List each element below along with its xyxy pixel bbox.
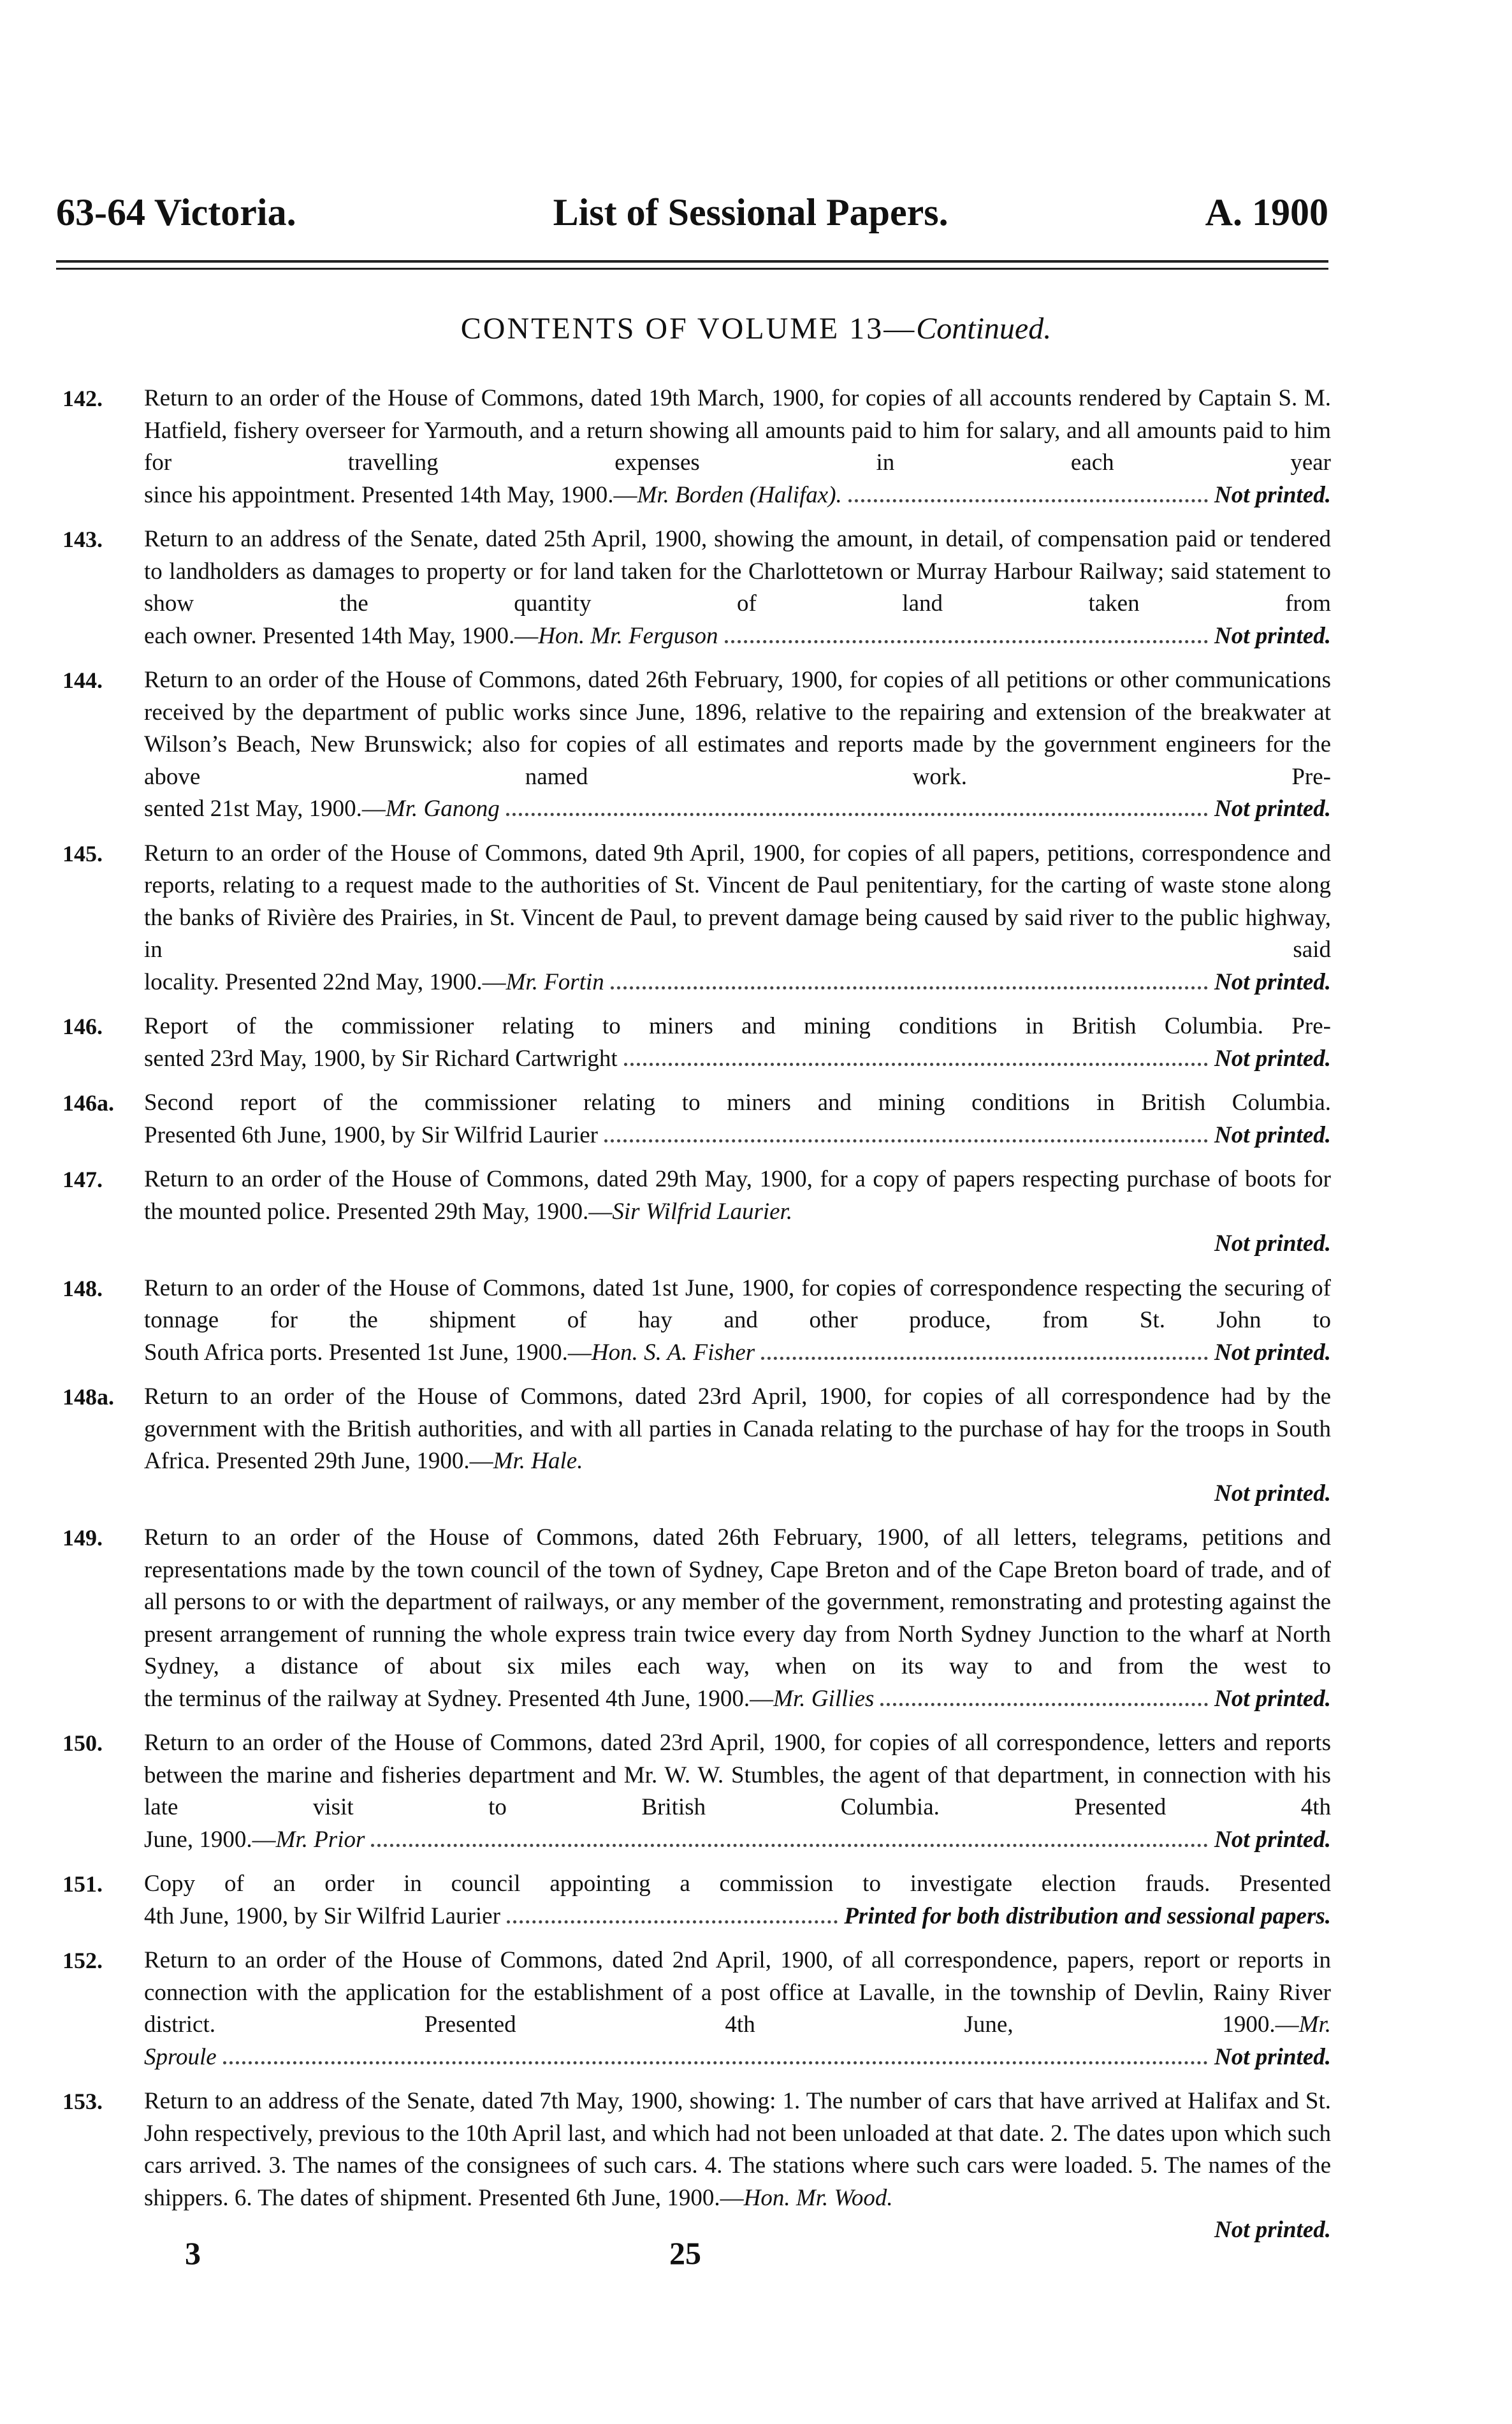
- entry-text: Return to an order of the House of Commons, dated 9th April, 1900, for copies of all papers, petitions, correspondence and reports, relating to a request made to the authorities of St. Vincent de Paul penitentiary, for the carting of waste stone along the banks of Rivière des Prairies, in St. Vincent de Paul, to prevent damage being caused by said river to the public highway, in said: [144, 840, 1331, 963]
- entry-mover: Mr. Fortin: [505, 968, 604, 995]
- entry-number: 144.: [62, 668, 103, 693]
- entry-number: 148.: [62, 1275, 103, 1301]
- entry-mover: Mr. Prior: [275, 1826, 365, 1853]
- entry-text: Copy of an order in council appointing a commission to investigate election frauds. Presented: [144, 1871, 1331, 1897]
- entry-text: Return to an order of the House of Commons, dated 26th February, 1900, of all letters, telegrams, petitions and representations made by the town council of the town of Sydney, Cape Breton and of the Cape Breton board of trade, and of all persons to or with the department of railways, or any member of the government, remonstrating and protesting against the present arrangement of running the whole express train twice every day from North Sydney Junction to the wharf at North Sydney, a distance of about six miles each way, when on its way to and from the west to: [144, 1524, 1331, 1679]
- entry-mover: Sproule: [144, 2043, 217, 2070]
- entry-body: Return to an order of the House of Commons, dated 2nd April, 1900, of all correspondence, papers, report or reports in connection with the application for the establishment of a post office at Lavalle, in the township of Devlin, Rainy River district. Presented 4th June, 1900.—: [144, 1947, 1331, 2038]
- entry-number: 151.: [62, 1871, 103, 1897]
- entry-text: [144, 1381, 1331, 1478]
- entry-tail: [144, 479, 1331, 512]
- entry-mover: Hon. Mr. Wood.: [743, 2184, 893, 2211]
- entry-text: Report of the commissioner relating to miners and mining conditions in British Columbia. Pre-: [144, 1013, 1331, 1039]
- entry-146a: [62, 1087, 1331, 1151]
- entry-status: Printed for both distribution and sessional papers.: [844, 1902, 1331, 1929]
- entry-143: [62, 523, 1331, 652]
- entry-mover: Hon. S. A. Fisher: [591, 1339, 755, 1366]
- header-left: 63-64 Victoria.: [56, 191, 296, 233]
- entry-status: Not printed.: [1214, 1826, 1331, 1853]
- dot-leader: [507, 1920, 838, 1924]
- entry-tail: [144, 2041, 1331, 2074]
- entry-number: 149.: [62, 1525, 103, 1551]
- dot-leader: [506, 813, 1208, 816]
- entry-status: Not printed.: [1214, 1230, 1331, 1257]
- entry-number: 146.: [62, 1014, 103, 1039]
- entry-tail-text: locality. Presented 22nd May, 1900.—: [144, 968, 506, 995]
- entry-text: [144, 1164, 1331, 1228]
- entry-status: Not printed.: [1214, 968, 1331, 995]
- footer-page-number: 25: [669, 2235, 701, 2271]
- entry-tail-text: sented 23rd May, 1900, by Sir Richard Cartwright: [144, 1045, 618, 1072]
- entry-text: Return to an order of the House of Commons, dated 1st June, 1900, for copies of correspondence respecting the securing of tonnage for the shipment of hay and other produce, from St. John to: [144, 1274, 1331, 1333]
- dot-leader: [761, 1357, 1208, 1360]
- entry-147: [62, 1164, 1331, 1260]
- dot-leader: [604, 1139, 1208, 1143]
- entry-status-line: [144, 2214, 1331, 2247]
- contents-title-text: CONTENTS OF VOLUME 13—: [460, 312, 917, 346]
- entry-tail-text: June, 1900.—: [144, 1826, 276, 1853]
- entry-tail: [144, 1120, 1331, 1152]
- entry-number: 147.: [62, 1167, 103, 1192]
- entry-mover: Sir Wilfrid Laurier.: [612, 1198, 793, 1225]
- entry-text: Second report of the commissioner relating to miners and mining conditions in British Columbia.: [144, 1090, 1331, 1116]
- header-right: A. 1900: [1205, 191, 1328, 233]
- entry-text: Return to an order of the House of Commons, dated 23rd April, 1900, for copies of all correspondence, letters and reports between the marine and fisheries department and Mr. W. W. Stumbles, the agent of that department, in connection with his late visit to British Columbia. Presented 4th: [144, 1730, 1331, 1820]
- entry-text: [144, 1945, 1331, 2041]
- entry-tail: [144, 793, 1331, 826]
- entry-153: [62, 2085, 1331, 2247]
- entry-tail-text: the terminus of the railway at Sydney. Presented 4th June, 1900.—: [144, 1685, 774, 1712]
- entry-148: [62, 1273, 1331, 1369]
- entry-tail-text: sented 21st May, 1900.—: [144, 796, 386, 822]
- entry-status: Not printed.: [1214, 481, 1331, 508]
- entry-mover: Hon. Mr. Ferguson: [538, 622, 718, 649]
- entry-body: Return to an address of the Senate, dated 7th May, 1900, showing: 1. The number of cars that have arrived at Halifax and St. John respectively, previous to the 10th April last, and which had not been unloaded at that date. 2. The dates upon which such cars arrived. 3. The names of the consignees of such cars. 4. The stations where such cars were loaded. 5. The names of the shippers. 6. The dates of shipment. Presented 6th June, 1900.—: [144, 2088, 1331, 2211]
- entry-146: [62, 1011, 1331, 1075]
- entry-status: Not printed.: [1214, 1480, 1331, 1507]
- entry-body: Return to an order of the House of Commons, dated 23rd April, 1900, for copies of all correspondence had by the government with the British authorities, and with all parties in Canada relating to the purchase of hay for the troops in South Africa. Presented 29th June, 1900.—: [144, 1384, 1331, 1474]
- entry-mover: Mr. Borden (Halifax).: [637, 481, 842, 508]
- entry-status-line: [144, 1228, 1331, 1260]
- entry-number: 145.: [62, 840, 103, 866]
- dot-leader: [223, 2061, 1208, 2064]
- entry-tail: [144, 620, 1331, 653]
- entry-tail: [144, 967, 1331, 999]
- entry-status: Not printed.: [1214, 796, 1331, 822]
- entry-151: [62, 1868, 1331, 1932]
- entry-status-line: [144, 1478, 1331, 1510]
- entry-status: Not printed.: [1214, 2043, 1331, 2070]
- entry-number: 153.: [62, 2089, 103, 2114]
- header-center: List of Sessional Papers.: [553, 191, 949, 233]
- entry-text: Return to an address of the Senate, dated 25th April, 1900, showing the amount, in detail, of compensation paid or tendered to landholders as damages to property or for land taken for the Charlottetown or Murray Harbour Railway; said statement to show the quantity of land taken from: [144, 526, 1331, 617]
- entry-tail-text: each owner. Presented 14th May, 1900.—: [144, 622, 539, 649]
- entry-mover: Mr. Ganong: [385, 796, 500, 822]
- entry-status: Not printed.: [1214, 1121, 1331, 1148]
- entry-status: Not printed.: [1214, 1339, 1331, 1366]
- contents-title-continued: Continued.: [916, 312, 1052, 346]
- entry-body: Return to an order of the House of Commons, dated 29th May, 1900, for a copy of papers respecting purchase of boots for the mounted police. Presented 29th May, 1900.—: [144, 1166, 1331, 1225]
- entry-mover: Mr. Hale.: [493, 1448, 583, 1474]
- contents-title: [0, 311, 1512, 346]
- entry-149: [62, 1522, 1331, 1715]
- dot-leader: [371, 1844, 1208, 1847]
- entry-number: 152.: [62, 1948, 103, 1973]
- entry-tail: [144, 1043, 1331, 1076]
- entry-status: Not printed.: [1214, 622, 1331, 649]
- entry-mover: Mr. Gillies: [773, 1685, 875, 1712]
- header-rule-top: [56, 260, 1328, 263]
- footer-volume-number: 3: [185, 2235, 201, 2271]
- entry-text: [144, 2085, 1331, 2214]
- entry-tail-text: South Africa ports. Presented 1st June, 1900.—: [144, 1339, 592, 1366]
- entry-text: Return to an order of the House of Commons, dated 26th February, 1900, for copies of all petitions or other communications received by the department of public works since June, 1896, relative to the repairing and extension of the breakwater at Wilson’s Beach, New Brunswick; also for copies of all estimates and reports made by the government engineers for the above named work. Pre-: [144, 667, 1331, 790]
- dot-leader: [880, 1703, 1208, 1706]
- entry-150: [62, 1727, 1331, 1856]
- entry-144: [62, 664, 1331, 826]
- running-head: [56, 184, 1328, 241]
- header-rule-bottom: [56, 268, 1328, 270]
- entry-152: [62, 1945, 1331, 2073]
- entry-text: Return to an order of the House of Commons, dated 19th March, 1900, for copies of all accounts rendered by Captain S. M. Hatfield, fishery overseer for Yarmouth, and a return showing all amounts paid to him for salary, and all amounts paid to him for travelling expenses in each year: [144, 385, 1331, 476]
- entry-tail-text: Presented 6th June, 1900, by Sir Wilfrid Laurier: [144, 1121, 598, 1148]
- dot-leader: [611, 986, 1208, 989]
- entry-number: 143.: [62, 527, 103, 552]
- entry-number: 142.: [62, 386, 103, 411]
- entry-tail-text: since his appointment. Presented 14th May, 1900.—: [144, 481, 637, 508]
- entry-number: 148a.: [62, 1384, 114, 1410]
- entry-status: Not printed.: [1214, 1045, 1331, 1072]
- entry-number: 150.: [62, 1730, 103, 1756]
- dot-leader: [624, 1063, 1208, 1066]
- entry-tail: [144, 1901, 1331, 1933]
- dot-leader: [725, 640, 1209, 643]
- entry-tail: [144, 1337, 1331, 1369]
- entry-142: [62, 383, 1331, 511]
- dot-leader: [848, 499, 1208, 502]
- entry-tail-text: 4th June, 1900, by Sir Wilfrid Laurier: [144, 1902, 500, 1929]
- entry-mover-title: Mr.: [1298, 2011, 1331, 2038]
- entry-number: 146a.: [62, 1090, 114, 1116]
- entry-148a: [62, 1381, 1331, 1510]
- entry-145: [62, 838, 1331, 999]
- entry-status: Not printed.: [1214, 1685, 1331, 1712]
- entry-tail: [144, 1824, 1331, 1857]
- entries-list: [62, 383, 1331, 2259]
- entry-status: Not printed.: [1214, 2217, 1331, 2243]
- entry-tail: [144, 1683, 1331, 1716]
